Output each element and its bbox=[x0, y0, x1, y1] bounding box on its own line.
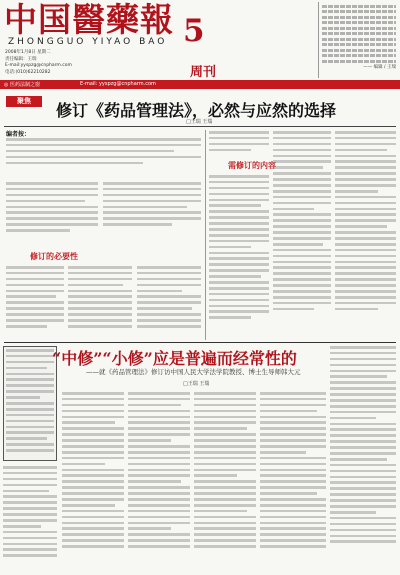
editor-note-body bbox=[6, 138, 201, 174]
a1-col-2 bbox=[68, 266, 132, 340]
intro-text-2 bbox=[103, 182, 201, 244]
band-left-text: ◎ 医药法制之窗 bbox=[4, 82, 40, 88]
article2-headline: “中修”“小修”应是普遍而经常性的 bbox=[52, 349, 297, 368]
page-type: 周刊 bbox=[190, 65, 217, 80]
a1-right-col-3 bbox=[335, 131, 396, 340]
a2-col-1 bbox=[62, 392, 124, 572]
subhead-necessity: 修订的必要性 bbox=[30, 251, 78, 261]
issue-date: 2008年1月8日 星期二 bbox=[5, 50, 51, 55]
a2-col-2 bbox=[128, 392, 190, 572]
masthead-title: 中国醫藥報 bbox=[4, 0, 174, 39]
a1-right-col-1-top bbox=[209, 131, 269, 161]
subhead-revision-content: 需修订的内容 bbox=[228, 160, 276, 170]
editor-line: 责任编辑：王瑞 bbox=[5, 56, 37, 62]
band-email: E-mail: yyspzg@cnpharm.com bbox=[80, 81, 156, 87]
a2-col-4 bbox=[260, 392, 326, 572]
intro-text-1 bbox=[6, 182, 98, 244]
issue-info bbox=[5, 50, 105, 76]
article2-boxed-intro bbox=[3, 346, 57, 461]
a2-col-5 bbox=[330, 346, 396, 572]
section-band bbox=[0, 80, 400, 89]
article2-subheadline: ——就《药品管理法》修订访中国人民大学法学院教授、博士生导师韩大元 bbox=[86, 368, 301, 376]
article2-byline: □王瑞 王瑞 bbox=[183, 381, 210, 387]
top-right-column bbox=[322, 2, 396, 78]
a2-col-3 bbox=[194, 392, 256, 572]
a2-col-0 bbox=[3, 466, 57, 572]
a1-right-col-1 bbox=[209, 175, 269, 340]
masthead-pinyin: ZHONGGUO YIYAO BAO bbox=[8, 37, 168, 47]
a1-col-1 bbox=[6, 266, 64, 340]
section-tag: 聚焦 bbox=[6, 96, 42, 107]
phone-line: 电话:(010)62210282 bbox=[5, 69, 51, 75]
a1-right-col-2 bbox=[273, 131, 331, 340]
editor-note-label: 编者按： bbox=[6, 131, 31, 138]
email-line: E-mail:yyspzg@cnpharm.com bbox=[5, 63, 72, 68]
page-number: 5 bbox=[183, 13, 205, 49]
a1-col-3 bbox=[137, 266, 201, 340]
article1-headline: 修订《药品管理法》，必然与应然的选择 bbox=[56, 101, 337, 120]
top-right-footer: —— 编辑 / 王瑞 bbox=[363, 65, 396, 70]
article1-byline: □王瑞 王瑞 bbox=[186, 119, 213, 125]
